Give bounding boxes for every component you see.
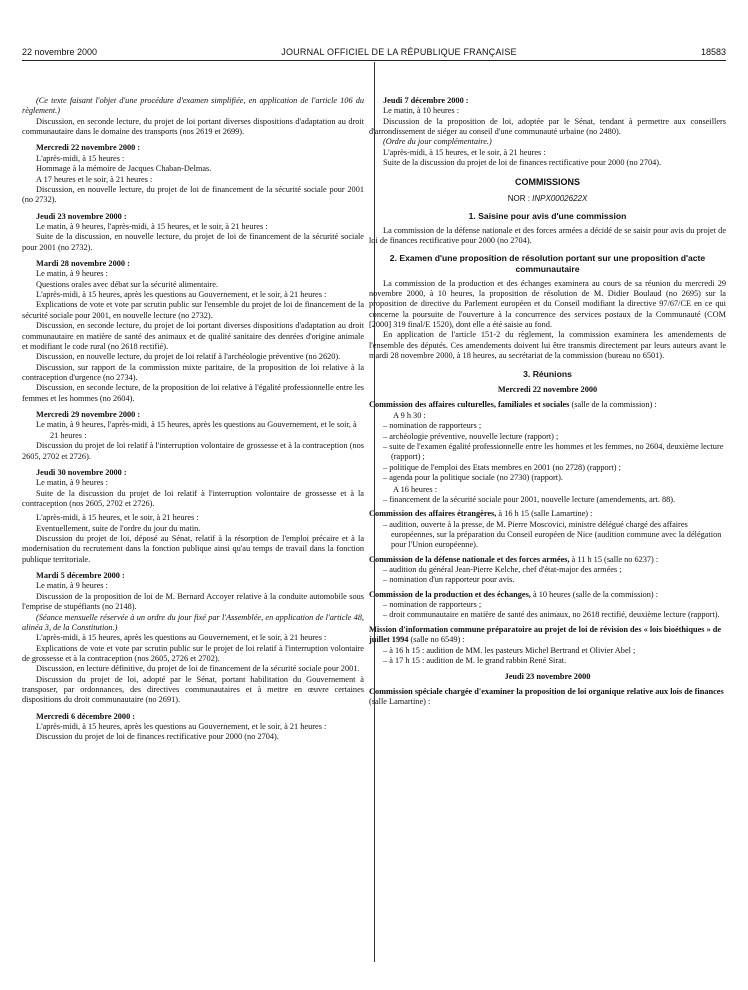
session-time: A 17 heures et le soir, à 21 heures : (36, 174, 153, 184)
agenda-item: – archéologie préventive, nouvelle lecture (rapport) ; (383, 431, 559, 441)
day-heading: Mercredi 29 novembre 2000 : (36, 410, 141, 420)
agenda-item: – à 16 h 15 : audition de MM. les pasteurs Michel Bertrand et Olivier Abel ; (383, 645, 636, 655)
header-date: 22 novembre 2000 (22, 46, 98, 57)
page-header (22, 46, 726, 61)
paragraph: Explications de vote et vote par scrutin public sur l'ensemble du projet de loi de financement de la sécurité sociale pour 2001, en nouvelle lecture (no 2732). (22, 300, 364, 320)
section-heading: 3. Réunions (523, 368, 572, 379)
session-note: (Séance mensuelle réservée à un ordre du jour fixé par l'Assemblée, en application de l'article 48, alinéa 3, de la Constitution.) (22, 612, 364, 632)
session-time: L'après-midi, à 15 heures, après les questions au Gouvernement, et le soir, à 21 heures : (36, 722, 327, 732)
commission-name: Commission de la production et des échanges, (369, 589, 531, 599)
nor-label: NOR : (507, 193, 530, 203)
paragraph: La commission de la défense nationale et des forces armées a décidé de se saisir pour avis du projet de loi de finances rectificative pour 2000 (no 2704). (369, 225, 726, 245)
commission-entry (369, 687, 726, 708)
section-heading: 2. Examen d'une proposition de résolution portant sur une proposition d'acte communautaire (389, 253, 706, 274)
paragraph: Suite de la discussion, en nouvelle lecture, du projet de loi de financement de la sécurité sociale pour 2001 (no 2732). (22, 232, 364, 252)
agenda-item: – droit communautaire en matière de santé des animaux, no 2618 rectifié, deuxième lecture (rapport). (383, 610, 720, 620)
paragraph: Explications de vote et vote par scrutin public sur le projet de loi relatif à l'interruption volontaire de grossesse et à la contraception (nos 2605, 2726 et 2702). (22, 643, 364, 663)
session-time: L'après-midi, à 15 heures : (36, 153, 125, 163)
paragraph: Discussion du projet de loi relatif à l'interruption volontaire de grossesse et à la contraception (nos 2605, 2702 et 2726). (22, 441, 364, 461)
day-heading: Jeudi 23 novembre 2000 : (36, 211, 127, 221)
commission-name: Commission des affaires étrangères, (369, 509, 497, 519)
commission-entry (369, 400, 726, 410)
agenda-item: – nomination de rapporteurs ; (383, 600, 482, 610)
paragraph: Discussion, en seconde lecture, du projet de loi portant diverses dispositions d'adaptation au droit communautaire en matière de santé des animaux et de qualité sanitaire des denrées d'origine animale et modifiant le code rural (no 2618 rectifié). (22, 321, 364, 351)
commissions-heading: COMMISSIONS (514, 176, 580, 187)
agenda-item: – audition du général Jean-Pierre Kelche, chef d'état-major des armées ; (383, 565, 622, 575)
commission-name: Commission spéciale chargée d'examiner la proposition de loi organique relative aux lois de finances (369, 686, 724, 696)
agenda-item: – financement de la sécurité sociale pour 2001, nouvelle lecture (amendements, art. 88). (383, 494, 676, 504)
paragraph: Hommage à la mémoire de Jacques Chaban-Delmas. (36, 164, 212, 174)
commission-entry (369, 509, 726, 519)
agenda-item: – agenda pour la politique sociale (no 2730) (rapport). (383, 473, 563, 483)
paragraph: Discussion, sur rapport de la commission mixte paritaire, de la proposition de loi relative à la contraception d'urgence (no 2734). (22, 362, 364, 382)
meeting-time: A 9 h 30 : (393, 411, 426, 421)
session-time: Le matin, à 10 heures : (383, 106, 460, 116)
commission-entry (369, 555, 726, 565)
paragraph: Discussion de la proposition de loi, adoptée par le Sénat, tendant à permettre aux conseillers d'arrondissement de siéger au conseil d'une communauté urbaine (no 2480). (369, 116, 726, 137)
session-time: L'après-midi, à 15 heures, et le soir, à 21 heures : (36, 513, 199, 523)
left-column (22, 96, 364, 743)
day-heading: Mardi 5 décembre 2000 : (36, 571, 125, 581)
session-time: Le matin, à 9 heures : (36, 269, 108, 279)
paragraph: Discussion, en seconde lecture, du projet de loi portant diverses dispositions d'adaptation au droit communautaire dans le domaine des transports (nos 2619 et 2699). (22, 116, 364, 137)
commission-details: à 10 heures (salle de la commission) : (530, 589, 659, 599)
commission-details: (salle Lamartine) : (369, 697, 431, 706)
paragraph: Discussion du projet de loi de finances rectificative pour 2000 (no 2704). (36, 732, 279, 742)
day-heading: Jeudi 30 novembre 2000 : (36, 467, 127, 477)
session-time: Le matin, à 9 heures, l'après-midi, à 15 heures, et le soir, à 21 heures : (36, 221, 268, 231)
right-column (369, 96, 726, 707)
paragraph: Discussion du projet de loi, adopté par le Sénat, portant habilitation du Gouvernement à transposer, par ordonnances, des directives communautaires et à mettre en œuvre certaines dispositions du droit communautaire (no 2691). (22, 674, 364, 705)
commission-entry (369, 590, 726, 600)
agenda-item: – audition, ouverte à la presse, de M. Pierre Moscovici, ministre délégué chargé des affaires européennes, sur la préparation du Conseil européen de Nice (audition commune avec la délégation pour l'Union européenne). (383, 519, 722, 550)
paragraph: En application de l'article 151-2 du règlement, la commission examinera les amendements de l'ensemble des députés. Ces amendements doivent lui être transmis directement par leurs auteurs avant le mardi 28 novembre 2000, à 18 heures, au secrétariat de la commission (bureau no 6501). (369, 330, 726, 361)
commission-name: Commission des affaires culturelles, familiales et sociales (369, 399, 570, 409)
section-heading: 1. Saisine pour avis d'une commission (468, 210, 627, 221)
session-time: L'après-midi, à 15 heures, après les questions au Gouvernement, et le soir, à 21 heures : (36, 290, 327, 300)
day-heading: Mercredi 6 décembre 2000 : (36, 711, 136, 721)
agenda-item: – suite de l'examen égalité professionnelle entre les hommes et les femmes, no 2604, deuxième lecture (rapport) ; (383, 442, 724, 462)
paragraph: Questions orales avec débat sur la sécurité alimentaire. (36, 279, 218, 289)
intro-note: (Ce texte faisant l'objet d'une procédure d'examen simplifiée, en application de l'article 106 du règlement.) (22, 96, 364, 116)
day-heading: Mardi 28 novembre 2000 : (36, 259, 130, 269)
commission-details: (salle de la commission) : (569, 399, 657, 409)
paragraph: Discussion, en nouvelle lecture, du projet de loi de financement de la sécurité sociale pour 2001 (no 2732). (22, 184, 364, 205)
agenda-item: – à 17 h 15 : audition de M. le grand rabbin René Sirat. (383, 655, 567, 665)
nor-reference (369, 194, 726, 204)
paragraph: Discussion, en nouvelle lecture, du projet de loi relatif à l'archéologie préventive (no 2620). (36, 352, 341, 362)
paragraph: Discussion du projet de loi, déposé au Sénat, relatif à la résorption de l'emploi précaire et à la modernisation du recrutement dans la fonction publique ainsi qu'au temps de travail dans la fonction publique territoriale. (22, 534, 364, 564)
agenda-item: – nomination d'un rapporteur pour avis. (383, 575, 515, 585)
meeting-day-heading: Jeudi 23 novembre 2000 (504, 672, 591, 682)
paragraph: Discussion, en lecture définitive, du projet de loi de financement de la sécurité sociale pour 2001. (36, 664, 360, 674)
session-time: Le matin, à 9 heures : (36, 478, 108, 488)
paragraph: La commission de la production et des échanges examinera au cours de sa réunion du mercredi 29 novembre 2000, à 10 heures, la proposition de résolution de M. Didier Boulaud (no 2695) sur la proposition de directive du Parlement européen et du Conseil modifiant la directive 97/67/CE en ce qui concerne la poursuite de l'ouverture à la concurrence des services postaux de la Communauté (COM [2000] 319 final/E 1520), dont elle a été saisie au fond. (369, 278, 726, 330)
paragraph: Discussion de la proposition de loi de M. Bernard Accoyer relative à la conduite automobile sous l'emprise de stupéfiants (no 2148). (22, 591, 364, 612)
session-note: (Ordre du jour complémentaire.) (383, 137, 492, 147)
commission-entry (369, 625, 726, 646)
commission-name: Mission d'information commune préparatoire au projet de loi de révision des « lois bioéthiques » de juillet 1994 (369, 624, 722, 645)
session-time: L'après-midi, à 15 heures, après les questions au Gouvernement, et le soir, à 21 heures : (36, 633, 327, 643)
day-heading: Mercredi 22 novembre 2000 : (36, 143, 141, 153)
meeting-day-heading: Mercredi 22 novembre 2000 (497, 385, 598, 395)
commission-details: (salle no 6549) : (408, 635, 465, 645)
nor-code: INPX0002622X (532, 193, 588, 203)
session-time: Le matin, à 9 heures : (36, 581, 108, 591)
commission-details: à 16 h 15 (salle Lamartine) : (496, 509, 593, 519)
meeting-time: A 16 heures : (393, 484, 438, 494)
header-page-number: 18583 (700, 46, 726, 57)
session-time: L'après-midi, à 15 heures, et le soir, à 21 heures : (383, 147, 546, 157)
paragraph: Suite de la discussion du projet de loi de finances rectificative pour 2000 (no 2704). (383, 158, 662, 168)
commission-details: à 11 h 15 (salle no 6237) : (569, 554, 659, 564)
commission-name: Commission de la défense nationale et des forces armées, (369, 554, 570, 564)
paragraph: Discussion, en seconde lecture, de la proposition de loi relative à l'égalité professionnelle entre les femmes et les hommes (no 2604). (22, 383, 364, 403)
header-journal-title: JOURNAL OFFICIEL DE LA RÉPUBLIQUE FRANÇAISE (281, 46, 517, 57)
paragraph: Eventuellement, suite de l'ordre du jour du matin. (36, 523, 201, 533)
session-time: Le matin, à 9 heures, l'après-midi, à 15 heures, après les questions au Gouvernement, et le soir, à 21 heures : (36, 420, 357, 440)
agenda-item: – nomination de rapporteurs ; (383, 421, 482, 431)
day-heading: Jeudi 7 décembre 2000 : (383, 96, 469, 105)
paragraph: Suite de la discussion du projet de loi relatif à l'interruption volontaire de grossesse et à la contraception (nos 2605, 2702 et 2726). (22, 488, 364, 508)
agenda-item: – politique de l'emploi des Etats membres en 2001 (no 2728) (rapport) ; (383, 462, 621, 472)
